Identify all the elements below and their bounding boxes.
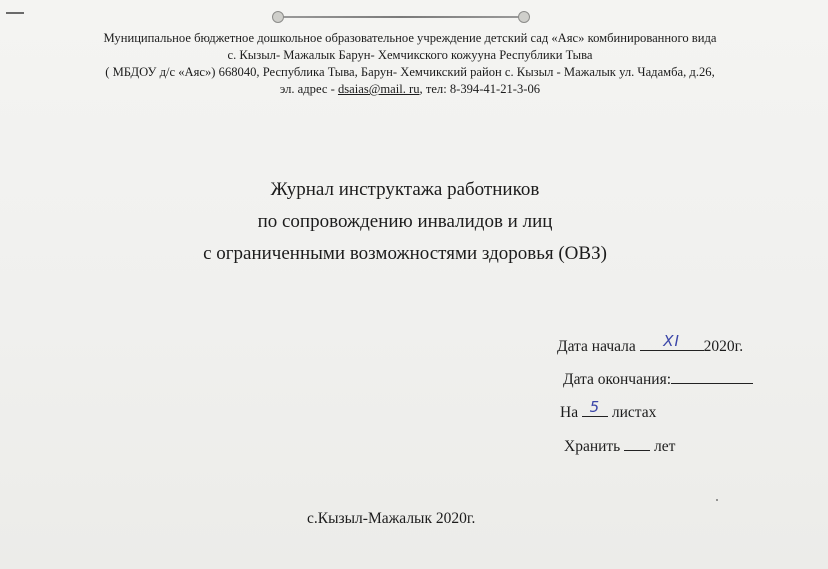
keep-suffix: лет (650, 438, 676, 455)
header-line-3: ( МБДОУ д/с «Аяс») 668040, Республика Тыва, Барун- Хемчикский район с. Кызыл - Мажалык ул. Чадамба, д.26, (105, 65, 715, 79)
sheets-suffix: листах (607, 404, 657, 421)
punch-hole-left (272, 11, 284, 23)
place-and-year: с.Кызыл-Мажалык 2020г. (307, 510, 476, 527)
sheets-prefix: На (560, 404, 582, 421)
end-date-row (563, 369, 753, 389)
journal-title (90, 174, 720, 270)
title-line-3: с ограниченными возможностями здоровья (ОВЗ) (203, 243, 607, 264)
sheets-row (560, 398, 657, 422)
email-link[interactable]: dsaias@mail. ru (337, 82, 420, 96)
keep-blank (624, 436, 650, 451)
title-line-1: Журнал инструктажа работников (270, 179, 540, 200)
start-date-handwritten: XI (663, 332, 680, 350)
start-date-year: 2020г. (703, 338, 744, 355)
punch-hole-right (518, 11, 530, 23)
phone-text: , тел: 8-394-41-21-3-06 (419, 82, 541, 96)
keep-row (564, 436, 675, 456)
organization-header (30, 30, 790, 98)
binding-line (280, 16, 522, 18)
start-date-label: Дата начала (557, 338, 640, 355)
email-prefix: эл. адрес - (279, 82, 338, 96)
start-date-blank (640, 332, 704, 351)
corner-mark (6, 12, 24, 14)
header-line-2: с. Кызыл- Мажалык Барун- Хемчикского кожууна Республики Тыва (227, 48, 593, 62)
start-date-row (557, 332, 744, 356)
sheets-blank (582, 398, 608, 417)
header-line-4 (30, 81, 790, 98)
title-line-2: по сопровождению инвалидов и лиц (257, 211, 553, 232)
end-date-blank (671, 369, 753, 384)
keep-prefix: Хранить (564, 438, 625, 455)
paper-speck (716, 499, 718, 501)
sheets-handwritten: 5 (589, 398, 601, 416)
header-line-1: Муниципальное бюджетное дошкольное образовательное учреждение детский сад «Аяс» комбинированного вида (103, 31, 717, 45)
binding-strip (272, 9, 530, 23)
end-date-label: Дата окончания: (563, 371, 672, 388)
